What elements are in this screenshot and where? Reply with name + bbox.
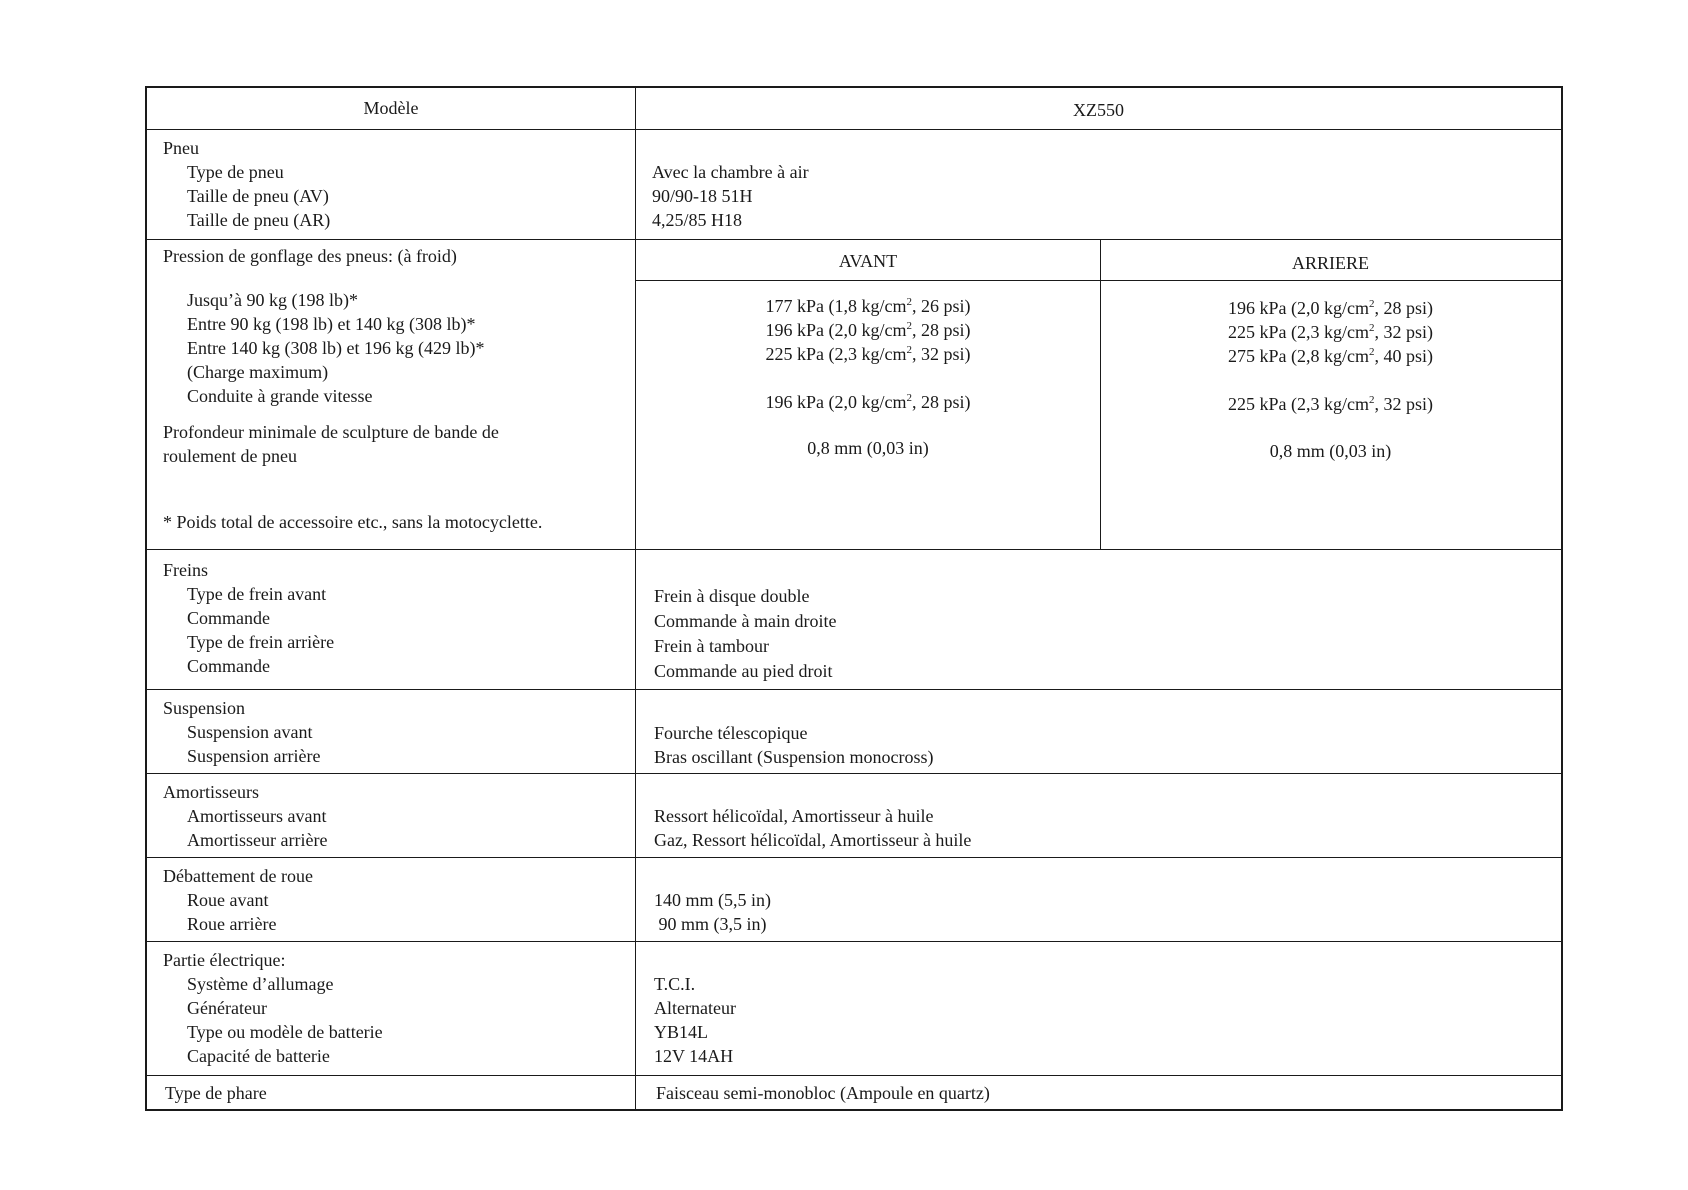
row-value: 140 mm (5,5 in) [654, 890, 771, 910]
model-label-cell [147, 88, 636, 129]
load-label: Entre 140 kg (308 lb) et 196 kg (429 lb)* [187, 338, 485, 358]
row-label: Taille de pneu (AV) [187, 186, 329, 206]
front-pressure [636, 318, 1100, 342]
row-value: 12V 14AH [654, 1046, 734, 1066]
suspension-value-cell [636, 690, 1561, 773]
brakes-value-cell [636, 550, 1561, 689]
travel-value-cell [636, 858, 1561, 941]
header-row [147, 88, 1561, 130]
front-pressure [636, 390, 1100, 414]
row-label: Amortisseur arrière [187, 830, 328, 850]
pressure-text: 177 kPa (1,8 kg/cm [765, 296, 907, 316]
headlight-label-cell [147, 1076, 636, 1111]
row-value: Commande au pied droit [654, 661, 833, 681]
superscript: 2 [906, 296, 912, 308]
rear-tread: 0,8 mm (0,03 in) [1269, 441, 1392, 461]
front-pressure [636, 294, 1100, 318]
pressure-values-cell [636, 240, 1561, 549]
superscript: 2 [906, 344, 912, 356]
superscript: 2 [1369, 298, 1375, 310]
row-value: YB14L [654, 1022, 708, 1042]
footnote: * Poids total de accessoire etc., sans la motocyclette. [163, 512, 543, 532]
row-label: Roue arrière [187, 914, 277, 934]
brakes-section [147, 550, 1561, 690]
model-value: XZ550 [1073, 100, 1124, 120]
row-value: Faisceau semi-monobloc (Ampoule en quartz) [656, 1083, 990, 1103]
suspension-label-cell [147, 690, 636, 773]
brakes-label-cell [147, 550, 636, 689]
section-title: Débattement de roue [163, 866, 313, 886]
row-label: Suspension avant [187, 722, 313, 742]
load-label: Jusqu’à 90 kg (198 lb)* [187, 290, 358, 310]
row-value: 90 mm (3,5 in) [654, 914, 767, 934]
shocks-section [147, 774, 1561, 858]
row-label: Suspension arrière [187, 746, 321, 766]
model-label: Modèle [363, 98, 419, 118]
shocks-value-cell [636, 774, 1561, 857]
row-value: Bras oscillant (Suspension monocross) [654, 747, 934, 767]
pressure-text: , 26 psi) [912, 296, 971, 316]
section-title: Suspension [163, 698, 246, 718]
tires-section [147, 130, 1561, 240]
tread-label: Profondeur minimale de sculpture de bande de [163, 422, 499, 442]
headlight-section [147, 1076, 1561, 1111]
pressure-section [147, 240, 1561, 550]
rear-header: ARRIERE [1291, 253, 1369, 273]
pressure-text: 275 kPa (2,8 kg/cm [1228, 346, 1369, 366]
row-value: Alternateur [654, 998, 736, 1018]
section-title: Amortisseurs [163, 782, 259, 802]
tires-label-cell [147, 130, 636, 239]
section-title: Pression de gonflage des pneus: (à froid) [163, 246, 457, 266]
row-value: Fourche télescopique [654, 723, 808, 743]
model-value-cell [636, 88, 1561, 129]
section-title: Pneu [163, 138, 199, 158]
row-label: Commande [187, 656, 270, 676]
row-label: Capacité de batterie [187, 1046, 330, 1066]
pressure-text: , 32 psi) [1374, 322, 1433, 342]
row-label: Type de pneu [187, 162, 284, 182]
pressure-text: , 28 psi) [912, 392, 971, 412]
rear-pressure [1100, 320, 1561, 344]
front-tread: 0,8 mm (0,03 in) [807, 438, 929, 458]
pressure-text: 225 kPa (2,3 kg/cm [765, 344, 907, 364]
superscript: 2 [1369, 346, 1375, 358]
tires-value-cell [636, 130, 1561, 239]
electrical-value-cell [636, 942, 1561, 1075]
front-header: AVANT [838, 251, 898, 271]
pressure-text: , 28 psi) [912, 320, 971, 340]
superscript: 2 [1369, 394, 1375, 406]
superscript: 2 [1369, 322, 1375, 334]
row-label: Type de frein avant [187, 584, 327, 604]
suspension-section [147, 690, 1561, 774]
row-value: Avec la chambre à air [652, 162, 809, 182]
row-label: Générateur [187, 998, 267, 1018]
row-value: T.C.I. [654, 974, 696, 994]
wheel-travel-section [147, 858, 1561, 942]
section-title: Freins [163, 560, 208, 580]
shocks-label-cell [147, 774, 636, 857]
headlight-value-cell [636, 1076, 1561, 1111]
pressure-text: , 32 psi) [1374, 394, 1433, 414]
row-value: Ressort hélicoïdal, Amortisseur à huile [654, 806, 934, 826]
row-value: 4,25/85 H18 [652, 210, 742, 230]
row-value: 90/90-18 51H [652, 186, 753, 206]
row-label: Type de frein arrière [187, 632, 335, 652]
row-label: Amortisseurs avant [187, 806, 327, 826]
load-label: Entre 90 kg (198 lb) et 140 kg (308 lb)* [187, 314, 476, 334]
rear-pressure [1100, 344, 1561, 368]
pressure-text: 196 kPa (2,0 kg/cm [1228, 298, 1369, 318]
pressure-text: , 32 psi) [912, 344, 971, 364]
row-label: Système d’allumage [187, 974, 334, 994]
front-pressure [636, 342, 1100, 366]
specification-table [145, 86, 1563, 1111]
electrical-section [147, 942, 1561, 1076]
pressure-text: 225 kPa (2,3 kg/cm [1228, 322, 1369, 342]
pressure-text: 196 kPa (2,0 kg/cm [765, 320, 907, 340]
superscript: 2 [906, 392, 912, 404]
row-label: Type ou modèle de batterie [187, 1022, 383, 1042]
rear-pressure [1100, 296, 1561, 320]
row-label: Commande [187, 608, 270, 628]
superscript: 2 [906, 320, 912, 332]
tread-label: roulement de pneu [163, 446, 297, 466]
pressure-text: , 40 psi) [1374, 346, 1433, 366]
header-divider [636, 280, 1561, 281]
row-label: Taille de pneu (AR) [187, 210, 331, 230]
pressure-text: 225 kPa (2,3 kg/cm [1228, 394, 1369, 414]
load-label: (Charge maximum) [187, 362, 329, 382]
row-value: Frein à disque double [654, 586, 810, 606]
electrical-label-cell [147, 942, 636, 1075]
load-label: Conduite à grande vitesse [187, 386, 373, 406]
pressure-label-cell [147, 240, 636, 549]
pressure-text: , 28 psi) [1374, 298, 1433, 318]
row-value: Gaz, Ressort hélicoïdal, Amortisseur à huile [654, 830, 972, 850]
row-value: Frein à tambour [654, 636, 769, 656]
row-label: Roue avant [187, 890, 269, 910]
pressure-text: 196 kPa (2,0 kg/cm [765, 392, 907, 412]
rear-pressure [1100, 392, 1561, 416]
travel-label-cell [147, 858, 636, 941]
section-title: Partie électrique: [163, 950, 286, 970]
row-value: Commande à main droite [654, 611, 837, 631]
row-label: Type de phare [165, 1083, 267, 1103]
